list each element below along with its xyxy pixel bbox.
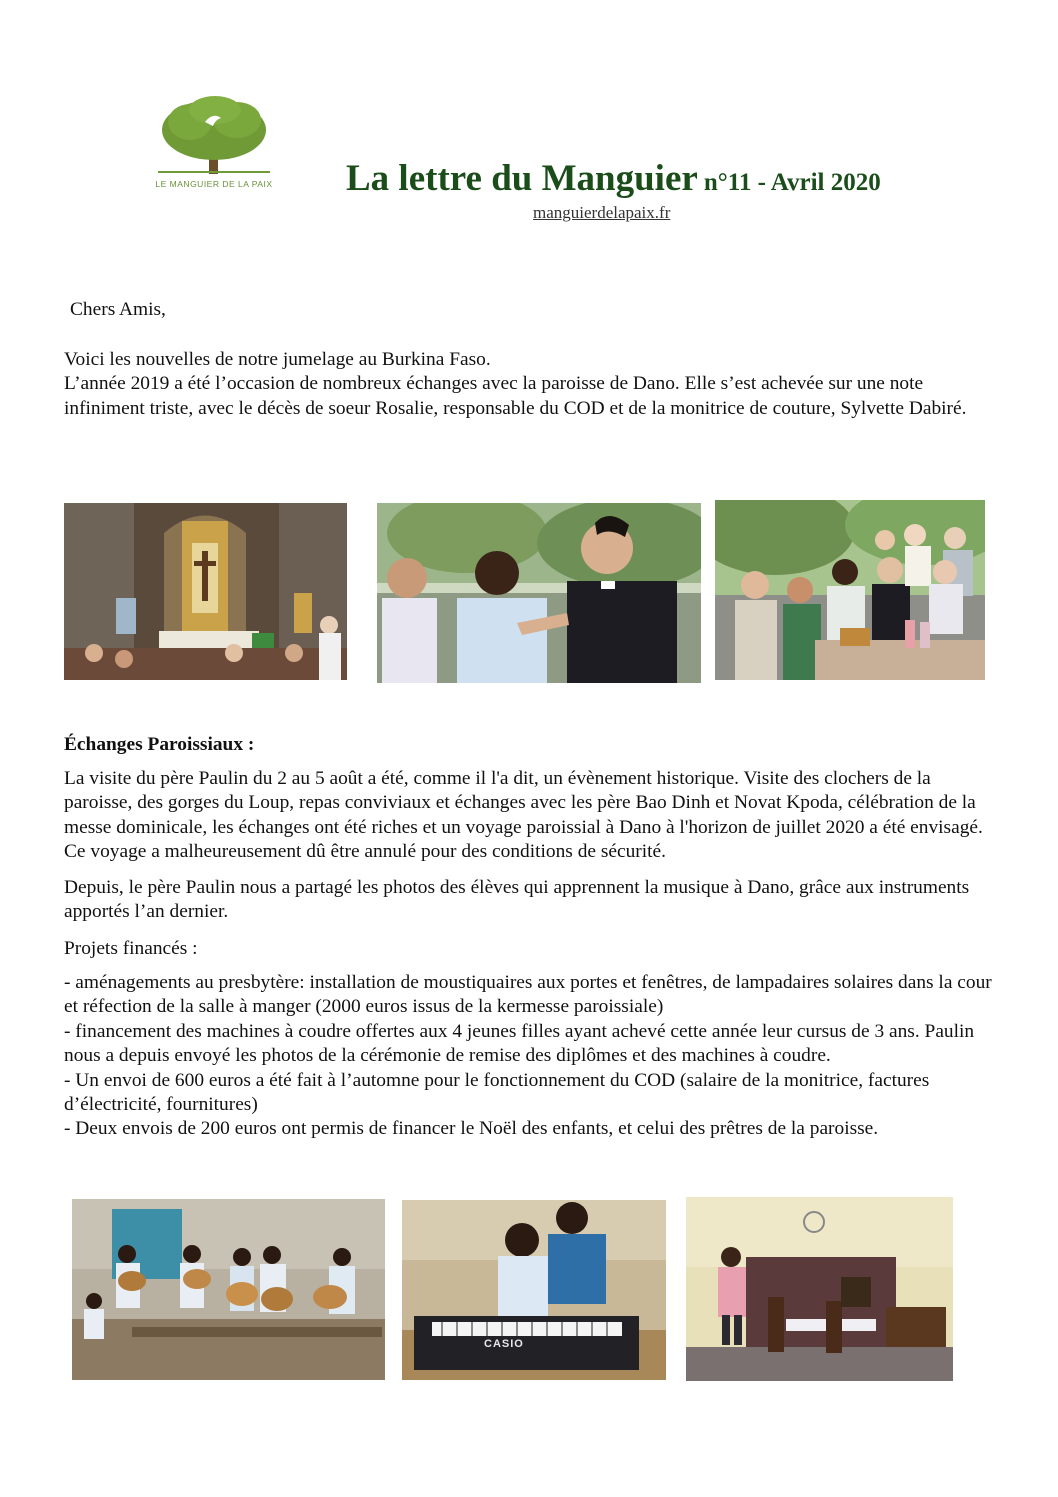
projects-label: Projets financés : [64,938,198,959]
photo-group-table [715,500,985,680]
website-link[interactable]: manguierdelapaix.fr [533,203,671,222]
greeting: Chers Amis, [70,299,166,320]
photo-keyboard-students [402,1200,666,1380]
photo-dining-room [686,1197,953,1381]
section-para-1: La visite du père Paulin du 2 au 5 août a été, comme il l'a dit, un évènement historique. Visite des clochers de la paroisse, des gorges du Loup, repas conviviaux et échanges avec les père Bao Dinh et Novat Kpoda, célébration de la messe dominicale, les échanges ont été riches et un voyage paroissial à Dano à l'horizon de juillet 2020 a été envisagé. Ce voyage a malheureusement dû être annulé pour des conditions de sécurité. [64,768,983,863]
project-item: - Un envoi de 600 euros a été fait à l’automne pour le fonctionnement du COD (salaire de la monitrice, factures d’électricité, fournitures) [64,1069,930,1116]
keyboard-brand: CASIO [484,1338,524,1350]
intro-text [64,348,994,421]
page-title [346,157,881,200]
intro-line-1: Voici les nouvelles de notre jumelage au Burkina Faso. [64,349,491,370]
project-item: - aménagements au presbytère: installation de moustiquaires aux portes et fenêtres, de lampadaires solaires dans la cour et réfection de la salle à manger (2000 euros issus de la kermesse paroissiale) [64,972,992,1018]
photo-garden-discussion [377,503,701,683]
section-heading: Échanges Paroissiaux : [64,734,255,755]
projects-list [64,971,994,1142]
photo-guitar-students [72,1199,385,1380]
project-item: - financement des machines à coudre offertes aux 4 jeunes filles ayant achevé cette année leur cursus de 3 ans. Paulin nous a depuis envoyé les photos de la cérémonie de remise des diplômes et des machines à coudre. [64,1020,975,1067]
issue-number: n°11 - Avril 2020 [703,169,881,196]
project-item: - Deux envois de 200 euros ont permis de financer le Noël des enfants, et celui des prêtres de la paroisse. [64,1118,879,1140]
intro-line-2: L’année 2019 a été l’occasion de nombreux échanges avec la paroisse de Dano. Elle s’est achevée sur une note infiniment triste, avec le décès de soeur Rosalie, responsable du COD et de la monitrice de couture, Sylvette Dabiré. [64,373,967,419]
newsletter-title: La lettre du Manguier [346,158,698,199]
logo-text: LE MANGUIER DE LA PAIX [155,179,273,189]
section-para-2: Depuis, le père Paulin nous a partagé les photos des élèves qui apprennent la musique à Dano, grâce aux instruments apportés l’an dernier. [64,877,970,923]
photo-church-altar [64,503,347,680]
